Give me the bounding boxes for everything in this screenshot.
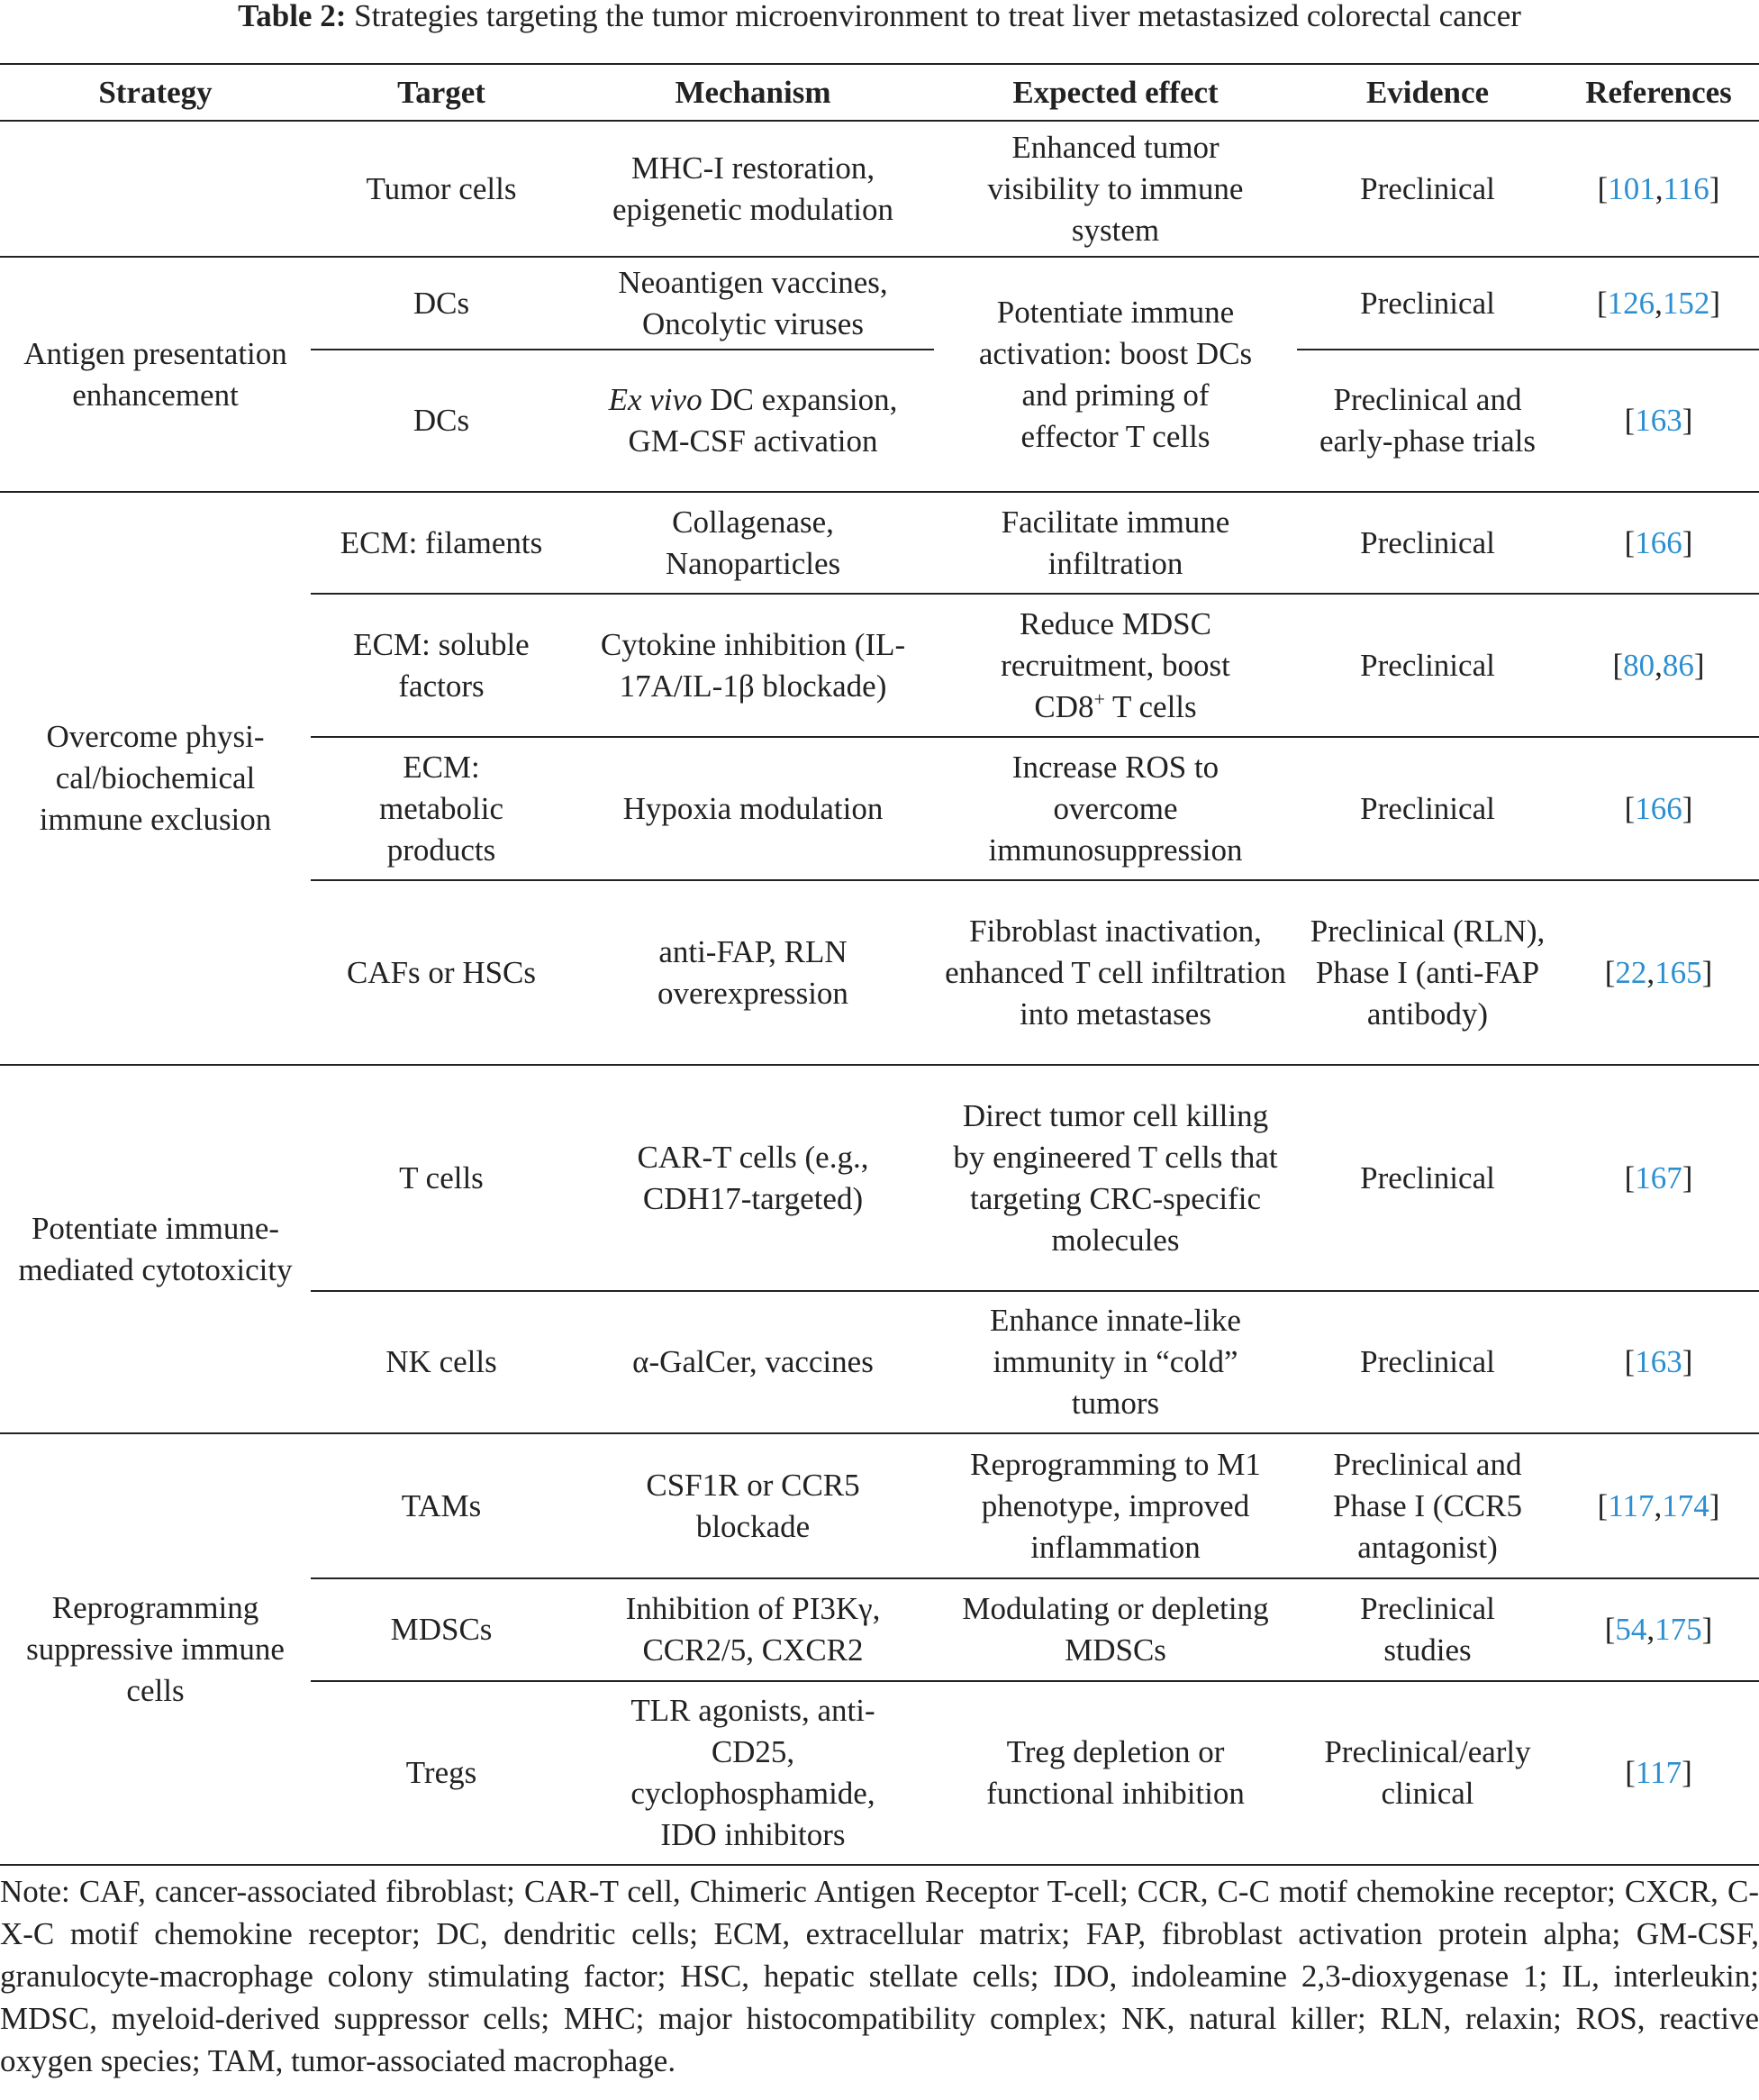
ref-link[interactable]: 80 (1623, 647, 1655, 683)
header-strategy: Strategy (98, 74, 213, 110)
ref-link[interactable]: 126 (1607, 285, 1655, 321)
table-note (0, 1870, 1759, 2082)
target-cell: T cells (399, 1159, 484, 1195)
effect-cell: Fibroblast inactivation, enhanced T cell infiltration into metastases (945, 913, 1286, 1032)
effect-cell (979, 595, 1252, 736)
ref-link[interactable]: 117 (1608, 1487, 1655, 1523)
ref-link[interactable]: 117 (1635, 1755, 1682, 1790)
header-target: Target (397, 74, 485, 110)
strategy-cell: Overcome physi-cal/biochemical immune exclusion (39, 719, 272, 837)
mechanism-cell: Inhibition of PI3Kγ, CCR2/5, CXCR2 (625, 1591, 881, 1668)
references-cell: [166] (1624, 524, 1693, 560)
ref-link[interactable]: 163 (1635, 1344, 1682, 1379)
mechanism-cell: CSF1R or CCR5 blockade (646, 1467, 860, 1544)
effect-cell: Direct tumor cell killing by engineered T cells that targeting CRC-specific molecules (953, 1097, 1278, 1258)
effect-cell: Potentiate immune activation: boost DCs and priming of effector T cells (978, 294, 1253, 454)
target-cell: CAFs or HSCs (346, 954, 537, 990)
caption-text: Strategies targeting the tumor microenvironment to treat liver metastasized colorectal cancer (354, 0, 1521, 33)
header-evidence: Evidence (1365, 74, 1490, 110)
mechanism-cell: α-GalCer, vaccines (632, 1344, 874, 1379)
references-cell: [126,152] (1596, 285, 1721, 321)
ref-link[interactable]: 101 (1608, 170, 1655, 206)
effect-cell: Modulating or depleting MDSCs (962, 1591, 1269, 1668)
ref-link[interactable]: 163 (1635, 403, 1682, 438)
evidence-cell: Preclinical (RLN), Phase I (anti-FAP antibody) (1310, 913, 1546, 1032)
target-cell: Tumor cells (366, 170, 517, 206)
mechanism-cell (590, 350, 916, 491)
mechanism-cell: Cytokine inhibition (IL-17A/IL-1β blockade) (600, 626, 906, 704)
evidence-cell: Preclinical (1360, 1159, 1495, 1195)
strategy-cell: Potentiate immune-mediated cytotoxicity (18, 1210, 293, 1287)
ref-link[interactable]: 167 (1635, 1159, 1682, 1195)
ref-link[interactable]: 116 (1663, 170, 1709, 206)
header-mechanism: Mechanism (675, 74, 831, 110)
evidence-cell: Preclinical (1360, 790, 1495, 826)
mechanism-emphasis: Ex vivo (608, 382, 703, 417)
effect-cell: Increase ROS to overcome immunosuppression (988, 749, 1243, 868)
evidence-cell: Preclinical (1360, 170, 1495, 206)
references-cell: [117,174] (1597, 1487, 1720, 1523)
note-text: Note: CAF, cancer-associated fibroblast; CAR-T cell, Chimeric Antigen Receptor T-cell; CCR, C-C motif chemokine receptor; CXCR, C-X-C motif chemokine receptor; DC, dendritic cells; ECM, extracellular matrix; FAP, fibroblast activation protein alpha; GM-CSF, granulocyte-macrophage colony stimulating factor; HSC, hepatic stellate cells; IDO, indoleamine 2,3-dioxygenase 1; IL, interleukin; MDSC, myeloid-derived suppressor cells; MHC; major histocompatibility complex; NK, natural killer; RLN, relaxin; ROS, reactive oxygen species; TAM, tumor-associated macrophage. (0, 1874, 1759, 2078)
strategy-cell: Antigen presentation enhancement (23, 335, 287, 413)
references-cell: [54,175] (1604, 1612, 1713, 1647)
target-cell: ECM: soluble factors (353, 626, 530, 704)
evidence-cell: Preclinical and Phase I (CCR5 antagonist) (1333, 1446, 1522, 1565)
target-cell: DCs (413, 285, 470, 321)
ref-link[interactable]: 165 (1655, 954, 1702, 990)
ref-link[interactable]: 174 (1662, 1487, 1709, 1523)
header-expected-effect: Expected effect (1012, 74, 1219, 110)
effect-cell: Facilitate immune infiltration (1001, 504, 1230, 581)
references-cell: [163] (1624, 1344, 1693, 1379)
evidence-cell: Preclinical (1360, 285, 1495, 321)
ref-link[interactable]: 54 (1615, 1612, 1647, 1647)
mechanism-cell: anti-FAP, RLN overexpression (657, 933, 848, 1011)
header-references: References (1585, 74, 1732, 110)
evidence-cell: Preclinical (1360, 1344, 1495, 1379)
target-cell: ECM: metabolic products (378, 749, 503, 868)
references-cell: [22,165] (1604, 954, 1713, 990)
target-cell: DCs (413, 403, 470, 438)
ref-link[interactable]: 166 (1635, 524, 1682, 560)
mechanism-cell: CAR-T cells (e.g., CDH17-targeted) (637, 1139, 869, 1216)
target-cell: ECM: filaments (340, 524, 543, 560)
bottom-rule (0, 1864, 1759, 1866)
ref-link[interactable]: 175 (1655, 1612, 1702, 1647)
references-cell: [167] (1624, 1159, 1693, 1195)
references-cell: [101,116] (1597, 170, 1720, 206)
effect-cell: Enhanced tumor visibility to immune system (987, 129, 1244, 248)
ref-link[interactable]: 166 (1635, 790, 1682, 826)
mechanism-cell: TLR agonists, anti-CD25, cyclophosphamide, IDO inhibitors (630, 1693, 875, 1852)
ref-link[interactable]: 86 (1662, 647, 1694, 683)
mechanism-cell: Neoantigen vaccines, Oncolytic viruses (618, 264, 888, 341)
target-cell: TAMs (401, 1487, 482, 1523)
mechanism-cell: MHC-I restoration, epigenetic modulation (612, 150, 893, 227)
ref-link[interactable]: 152 (1662, 285, 1710, 321)
table-caption (0, 0, 1759, 36)
evidence-cell: Preclinical (1360, 647, 1495, 683)
strategy-cell: Reprogramming suppressive immune cells (26, 1589, 285, 1708)
effect-cell: Enhance innate-like immunity in “cold” tumors (990, 1303, 1241, 1421)
effect-cell: Reprogramming to M1 phenotype, improved inflammation (970, 1446, 1261, 1565)
effect-tail: T cells (1112, 688, 1197, 724)
mechanism-cell: Collagenase, Nanoparticles (665, 504, 841, 581)
target-cell: NK cells (385, 1344, 497, 1379)
references-cell: [163] (1624, 403, 1693, 438)
effect-text: Reduce MDSC recruitment, boost CD8 (1001, 605, 1230, 724)
evidence-cell: Preclinical and early-phase trials (1319, 382, 1537, 459)
target-cell: Tregs (405, 1755, 477, 1790)
ref-link[interactable]: 22 (1615, 954, 1647, 990)
references-cell: [117] (1625, 1755, 1692, 1790)
evidence-cell: Preclinical/early clinical (1324, 1734, 1531, 1811)
mechanism-cell: Hypoxia modulation (622, 790, 884, 826)
references-cell: [166] (1624, 790, 1693, 826)
mechanism-text: DC expansion, GM-CSF activation (628, 382, 898, 459)
evidence-cell: Preclinical (1360, 524, 1495, 560)
evidence-cell: Preclinical studies (1360, 1591, 1495, 1668)
effect-superscript: + (1093, 686, 1105, 710)
target-cell: MDSCs (390, 1612, 493, 1647)
references-cell: [80,86] (1612, 647, 1705, 683)
caption-label: Table 2: (238, 0, 347, 33)
effect-cell: Treg depletion or functional inhibition (986, 1734, 1245, 1811)
